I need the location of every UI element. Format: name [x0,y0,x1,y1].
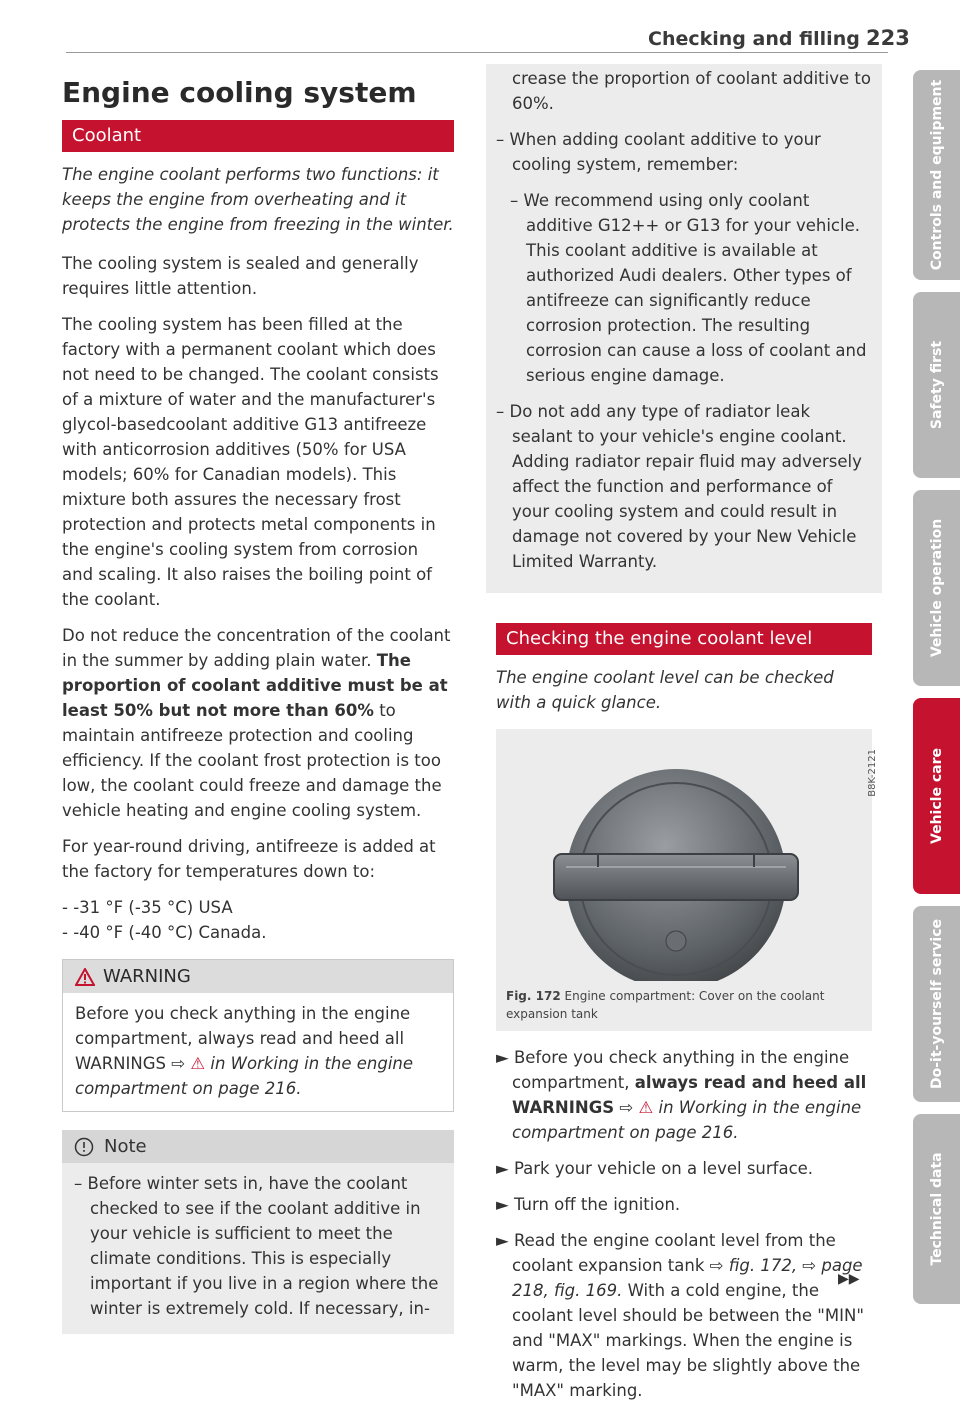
note-item-continued: crease the proportion of coolant additive to 60%. [512,69,871,113]
temp-item: - -31 °F (-35 °C) USA [62,898,233,917]
temp-item: - -40 °F (-40 °C) Canada. [62,923,267,942]
note-title: Note [104,1136,147,1157]
warning-title: WARNING [103,966,191,987]
figure-code: B8K-2121 [867,749,878,797]
paragraph: Do not reduce the concentration of the coolant in the summer by adding plain water. The proportion of coolant additive must be at least 50% but not more than 60% to maintain antifreeze protection and cooling efficiency. If the coolant frost protection is too low, the coolant could freeze and damage the vehicle heating and engine cooling system. [62,626,451,820]
figure-label: Fig. 172 [506,989,561,1003]
paragraph: The cooling system has been filled at the factory with a permanent coolant which does not need to be changed. The coolant consists of a mixture of water and the manufacturer's glycol-basedcoolant additive G13 antifreeze with anticorrosion additives (50% for USA models; 60% for Canadian models). This mixture both assures the necessary frost protection and protects metal components in the engine's cooling system from corrosion and scaling. It also raises the boiling point of the coolant. [62,315,439,609]
cross-reference: fig. 172, ⇨ page 218, fig. 169. [512,1256,863,1300]
list-item: ► Before you check anything in the engine compartment, always read and heed all WARNINGS ⇨ ⚠ in Working in the engine compartment on page 216. [496,1048,867,1142]
right-column [496,69,878,1414]
paragraph: The cooling system is sealed and generally requires little attention. [62,254,419,298]
list-item: ► Park your vehicle on a level surface. [496,1159,814,1178]
continue-arrow-icon: ▶▶ [838,1271,860,1287]
arrow-icon: ⇨ [619,1098,639,1117]
arrow-icon: ⇨ [171,1054,191,1073]
tab-safety-first[interactable]: Safety first [913,292,960,478]
figure [496,729,878,1031]
note-header [62,1130,454,1163]
note-item: – When adding coolant additive to your cooling system, remember: [496,130,821,174]
note-box [62,1130,454,1334]
warning-body: Before you check anything in the engine compartment, always read and heed all WARNINGS ⇨ ⚠ in Working in the engine compartment on page 216. [75,1004,414,1098]
list-item: ► Turn off the ignition. [496,1195,681,1214]
tab-do-it-yourself-service[interactable]: Do-it-yourself service [913,906,960,1102]
tab-vehicle-operation[interactable]: Vehicle operation [913,490,960,686]
cross-reference: in Working in the engine compartment on page 216. [512,1098,862,1142]
subsection-bar: Coolant [62,120,454,152]
coolant-cap-image [506,741,878,981]
tab-vehicle-care[interactable]: Vehicle care [913,698,960,894]
note-item: – Before winter sets in, have the coolant checked to see if the coolant additive in your vehicle is sufficient to meet the climate conditions. This is especially important if you live in a region where the winter is extremely cold. If necessary, in- [74,1174,439,1318]
note-body [62,1163,454,1334]
page-number: 223 [866,26,910,50]
warning-ref-icon: ⚠ [190,1054,206,1073]
section-heading: Engine cooling system [62,76,417,109]
warning-triangle-icon [75,968,95,986]
subsection-bar: Checking the engine coolant level [496,623,872,655]
intro-text: The engine coolant level can be checked with a quick glance. [496,668,834,712]
bullet-arrow-icon: ► [496,1048,514,1067]
bullet-arrow-icon: ► [496,1159,514,1178]
bullet-arrow-icon: ► [496,1195,514,1214]
header-rule [66,52,888,53]
tab-technical-data[interactable]: Technical data [913,1114,960,1304]
list-item: ► Read the engine coolant level from the coolant expansion tank ⇨ fig. 172, ⇨ page 218, fig. 169. With a cold engine, the coolant level should be between the "MIN" and "MAX" markings. When the engine is warm, the level may be slightly above the "MAX" marking. [496,1231,864,1400]
header-title: Checking and filling [648,28,860,50]
note-item: – Do not add any type of radiator leak sealant to your vehicle's engine coolant. Adding radiator repair fluid may adversely affect the function and performance of your cooling system and could result in damage not covered by your New Vehicle Limited Warranty. [496,402,862,571]
warning-ref-icon: ⚠ [638,1098,654,1117]
note-subitem: – We recommend using only coolant additive G12++ or G13 for your vehicle. This coolant additive is available at authorized Audi dealers. Other types of antifreeze can significantly reduce corrosion protection. The resulting corrosion can cause a loss of coolant and serious engine damage. [510,191,867,385]
warning-header [63,960,453,993]
bullet-arrow-icon: ► [496,1231,514,1250]
instruction-list [496,1045,872,1403]
arrow-icon: ⇨ [709,1256,729,1275]
note-continuation [486,64,882,593]
figure-caption: Fig. 172 Engine compartment: Cover on the coolant expansion tank [506,989,825,1021]
info-circle-icon [74,1137,94,1157]
tab-controls-and-equipment[interactable]: Controls and equipment [913,70,960,280]
cross-reference: in Working in the engine compartment on page 216. [75,1054,414,1098]
coolant-cap-illustration [506,741,862,981]
intro-text: The engine coolant performs two functions: it keeps the engine from overheating and it protects the engine from freezing in the winter. [62,165,454,234]
left-column [62,76,454,1334]
paragraph: For year-round driving, antifreeze is added at the factory for temperatures down to: [62,837,436,881]
bold-text: The proportion of coolant additive must be at least 50% but not more than 60% [62,651,448,720]
warning-box [62,959,454,1112]
